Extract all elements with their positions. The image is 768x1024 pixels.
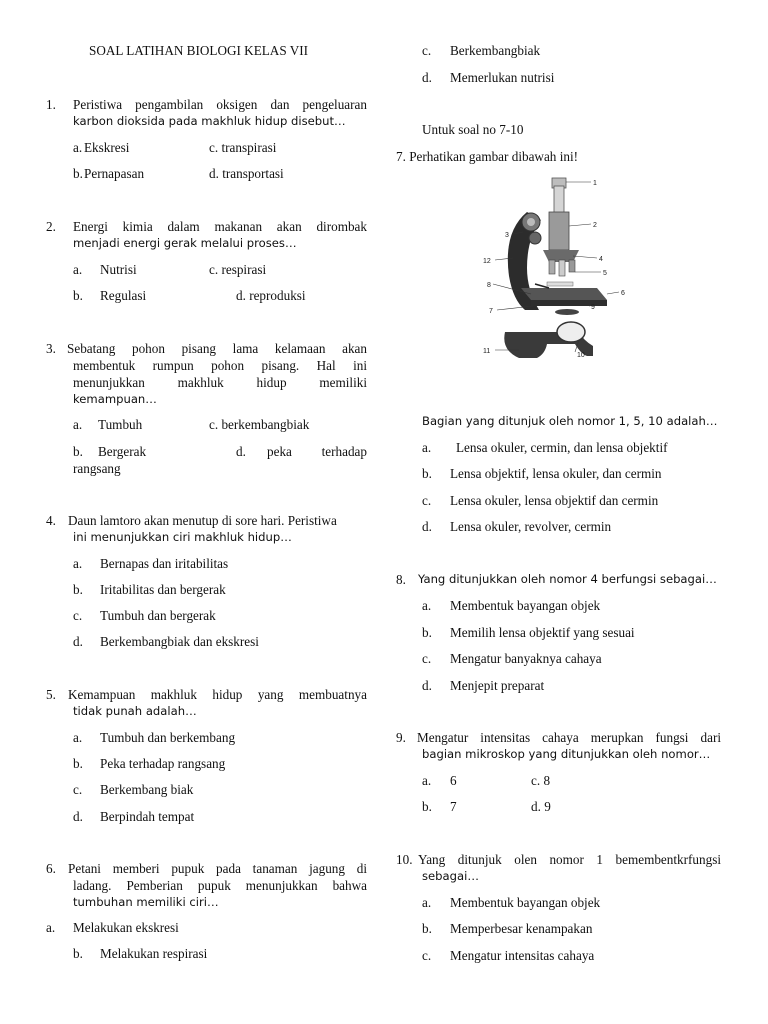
option-text: Lensa objektif, lensa okuler, dan cermin <box>450 466 662 481</box>
option-label: d. <box>422 519 432 534</box>
option-text: Iritabilitas dan bergerak <box>100 582 226 597</box>
option-text: Memilih lensa objektif yang sesuai <box>450 625 635 640</box>
option-label: a. <box>73 417 83 432</box>
question-text: menunjukkan makhluk hidup memiliki <box>73 375 367 390</box>
option-text: Lensa okuler, revolver, cermin <box>450 519 612 534</box>
option-label: b. <box>73 288 83 303</box>
question-text: kemampuan… <box>73 392 157 406</box>
option-text: Tumbuh <box>98 417 143 432</box>
question-text: Yang ditunjuk olen nomor 1 bemembentkrfungsi <box>418 852 721 867</box>
option-label: a. <box>422 598 432 613</box>
option-text: c. respirasi <box>209 262 267 277</box>
option-text: Berkembangbiak dan ekskresi <box>100 634 259 649</box>
option-text: Mengatur banyaknya cahaya <box>450 651 602 666</box>
question-number: 2. <box>46 219 56 234</box>
question-number: 5. <box>46 687 56 702</box>
option-text: Menjepit preparat <box>450 678 545 693</box>
option-text: Bergerak <box>98 444 147 459</box>
option-text: Membentuk bayangan objek <box>450 895 601 910</box>
option-label: c. <box>73 782 83 797</box>
question-text: Peristiwa pengambilan oksigen dan pengeluaran <box>73 97 367 112</box>
option-text: Lensa okuler, cermin, dan lensa objektif <box>456 440 668 455</box>
option-text: Melakukan respirasi <box>100 946 208 961</box>
option-label: c. <box>422 43 432 58</box>
option-text: Membentuk bayangan objek <box>450 598 601 613</box>
option-label: b. <box>422 466 432 481</box>
option-label: b. <box>73 946 83 961</box>
option-text: Mengatur intensitas cahaya <box>450 948 595 963</box>
option-text: Regulasi <box>100 288 147 303</box>
question-text: tidak punah adalah… <box>73 704 197 718</box>
option-label: a. <box>422 773 432 788</box>
part-label: 3 <box>505 232 509 239</box>
page-title: SOAL LATIHAN BIOLOGI KELAS VII <box>89 43 309 58</box>
question-text: 7. Perhatikan gambar dibawah ini! <box>396 149 579 164</box>
question-text: Mengatur intensitas cahaya merupkan fungsi dari <box>417 730 721 745</box>
option-text: d. transportasi <box>209 166 284 181</box>
option-text: Berpindah tempat <box>100 809 195 824</box>
question-text: Petani memberi pupuk pada tanaman jagung di <box>68 861 367 876</box>
option-label: a. <box>73 556 83 571</box>
question-text: bagian mikroskop yang ditunjukkan oleh nomor… <box>422 747 711 761</box>
part-label: 9 <box>591 304 595 311</box>
option-text: Peka terhadap rangsang <box>100 756 226 771</box>
question-text: Sebatang pohon pisang lama kelamaan akan <box>67 341 367 356</box>
option-text: c. transpirasi <box>209 140 277 155</box>
option-text: Tumbuh dan berkembang <box>100 730 236 745</box>
option-label: a. <box>73 730 83 745</box>
option-label: d. <box>73 809 83 824</box>
part-label: 4 <box>599 256 603 263</box>
part-label: 12 <box>483 258 491 265</box>
option-text: rangsang <box>73 461 121 476</box>
part-label: 5 <box>603 270 607 277</box>
question-number: 1. <box>46 97 56 112</box>
question-text: Daun lamtoro akan menutup di sore hari. Peristiwa <box>68 513 337 528</box>
question-number: 3. <box>46 341 56 356</box>
option-label: a. <box>422 440 432 455</box>
question-text: Energi kimia dalam makanan akan dirombak <box>73 219 367 234</box>
option-label: c. <box>73 608 83 623</box>
option-label: b. <box>422 625 432 640</box>
part-label: 7 <box>489 308 493 315</box>
question-number: 6. <box>46 861 56 876</box>
question-text: ini menunjukkan ciri makhluk hidup… <box>73 530 292 544</box>
section-note: Untuk soal no 7-10 <box>422 122 524 137</box>
option-text: Memperbesar kenampakan <box>450 921 593 936</box>
option-label: b. <box>422 799 432 814</box>
option-label: c. <box>422 493 432 508</box>
option-text: d. 9 <box>531 799 551 814</box>
part-label: 6 <box>621 290 625 297</box>
option-text: Ekskresi <box>84 140 130 155</box>
option-label: d. <box>422 70 432 85</box>
microscope-labels <box>475 172 635 372</box>
option-text: c. berkembangbiak <box>209 417 310 432</box>
question-text: menjadi energi gerak melalui proses… <box>73 236 297 250</box>
part-label: 8 <box>487 282 491 289</box>
option-text: Lensa okuler, lensa objektif dan cermin <box>450 493 659 508</box>
option-label: a. <box>73 262 83 277</box>
part-label: 11 <box>483 348 491 355</box>
option-text: c. 8 <box>531 773 551 788</box>
question-text: tumbuhan memiliki ciri… <box>73 895 219 909</box>
option-label: c. <box>422 651 432 666</box>
question-text: Kemampuan makhluk hidup yang membuatnya <box>68 687 367 702</box>
option-text: Memerlukan nutrisi <box>450 70 555 85</box>
option-label: d. <box>236 444 246 459</box>
option-label: d. <box>73 634 83 649</box>
question-number: 9. <box>396 730 406 745</box>
option-text: 6 <box>450 773 457 788</box>
question-number: 8. <box>396 572 406 587</box>
option-text: Berkembang biak <box>100 782 194 797</box>
part-label: 2 <box>593 222 597 229</box>
question-text: sebagai… <box>422 869 479 883</box>
option-label: b. <box>73 756 83 771</box>
option-label: b. <box>422 921 432 936</box>
option-text: Melakukan ekskresi <box>73 920 179 935</box>
option-label: a. <box>46 920 56 935</box>
option-text: Berkembangbiak <box>450 43 541 58</box>
option-label: b. <box>73 166 83 181</box>
question-number: 10. <box>396 852 413 867</box>
question-number: 4. <box>46 513 56 528</box>
option-label: a. <box>73 140 83 155</box>
option-text: Bernapas dan iritabilitas <box>100 556 229 571</box>
option-text: Pernapasan <box>84 166 145 181</box>
option-text: d. reproduksi <box>236 288 306 303</box>
question-text: membentuk rumpun pohon pisang. Hal ini <box>73 358 367 373</box>
question-text: ladang. Pemberian pupuk menunjukkan bahwa <box>73 878 367 893</box>
question-subtext: Bagian yang ditunjuk oleh nomor 1, 5, 10 adalah… <box>422 414 718 428</box>
option-text: 7 <box>450 799 457 814</box>
option-text: Tumbuh dan bergerak <box>100 608 216 623</box>
option-text: peka terhadap <box>267 444 367 459</box>
part-label: 10 <box>577 352 585 359</box>
part-label: 1 <box>593 180 597 187</box>
question-text: karbon dioksida pada makhluk hidup disebut… <box>73 114 346 128</box>
option-text: Nutrisi <box>100 262 137 277</box>
question-text: Yang ditunjukkan oleh nomor 4 berfungsi sebagai… <box>418 572 717 586</box>
option-label: d. <box>422 678 432 693</box>
option-label: a. <box>422 895 432 910</box>
option-label: b. <box>73 582 83 597</box>
option-label: b. <box>73 444 83 459</box>
option-label: c. <box>422 948 432 963</box>
